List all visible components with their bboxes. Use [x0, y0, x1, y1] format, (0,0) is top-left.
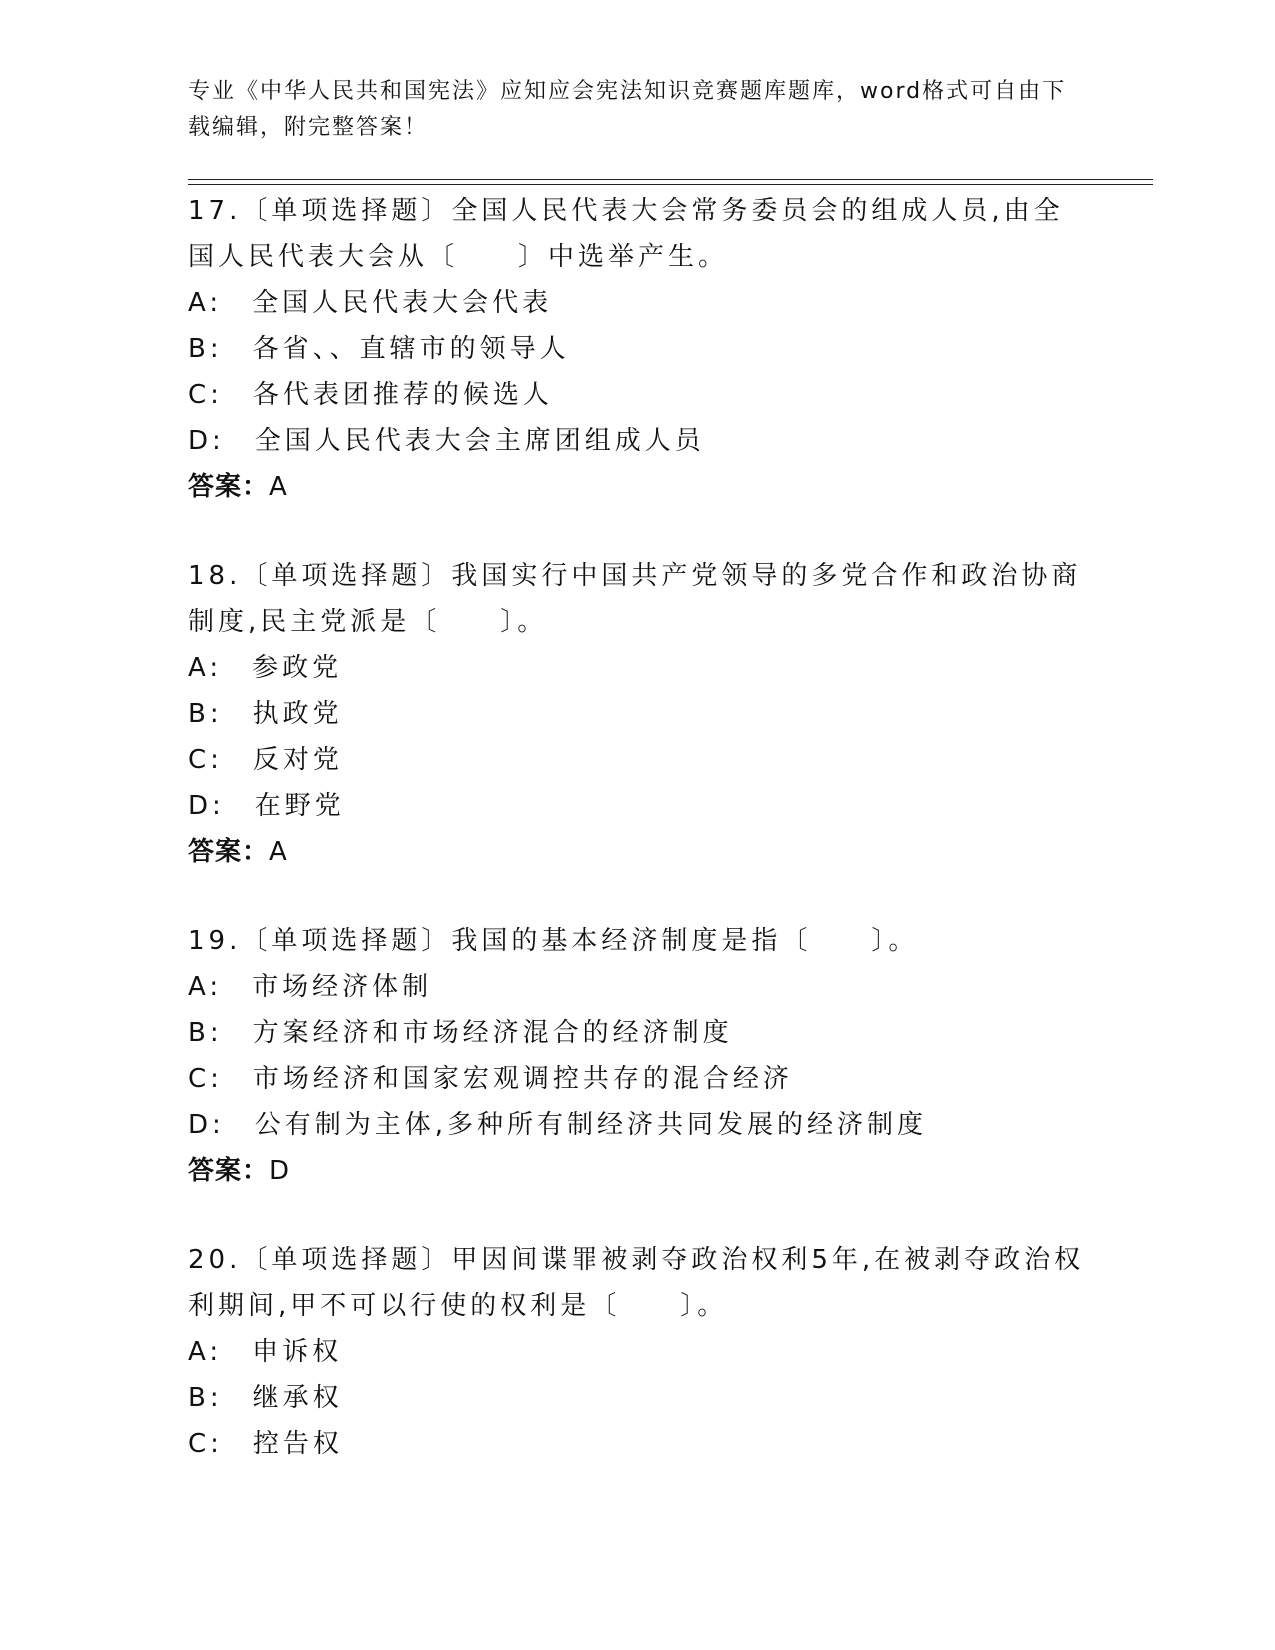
answer-value: D: [269, 1156, 291, 1186]
option-a: A: 申诉权: [188, 1337, 343, 1367]
option-b: B: 继承权: [188, 1383, 343, 1413]
option-c: C: 各代表团推荐的候选人: [188, 380, 553, 410]
header-note: 专业《中华人民共和国宪法》应知应会宪法知识竞赛题库题库，word格式可自由下载编辑，附完整答案！: [188, 79, 1067, 140]
answer-label: 答案：: [188, 472, 270, 502]
answer-label: 答案：: [188, 1156, 270, 1186]
option-c: C: 控告权: [188, 1429, 343, 1459]
option-a: A: 参政党: [188, 653, 343, 683]
option-b: B: 各省、、直辖市的领导人: [188, 334, 570, 364]
header-divider-top: [188, 179, 1153, 180]
answer-line: [188, 1148, 1088, 1194]
question-17: [188, 188, 1088, 510]
question-stem: 20.〔单项选择题〕甲因间谍罪被剥夺政治权利5年,在被剥夺政治权利期间,甲不可以行使的权利是〔 〕。: [188, 1245, 1085, 1321]
option-a: A: 市场经济体制: [188, 972, 433, 1002]
question-stem: 19.〔单项选择题〕我国的基本经济制度是指〔 〕。: [188, 926, 919, 956]
option-d: D: 全国人民代表大会主席团组成人员: [188, 426, 705, 456]
option-b: B: 方案经济和市场经济混合的经济制度: [188, 1018, 733, 1048]
header-divider-bottom: [188, 184, 1153, 185]
option-d: D: 公有制为主体,多种所有制经济共同发展的经济制度: [188, 1110, 928, 1140]
answer-label: 答案：: [188, 837, 270, 867]
answer-line: [188, 464, 1088, 510]
option-c: C: 反对党: [188, 745, 343, 775]
question-20: [188, 1237, 1088, 1467]
option-a: A: 全国人民代表大会代表: [188, 288, 553, 318]
question-19: [188, 918, 1088, 1194]
question-stem: 18.〔单项选择题〕我国实行中国共产党领导的多党合作和政治协商制度,民主党派是〔 〕。: [188, 561, 1082, 637]
question-stem: 17.〔单项选择题〕全国人民代表大会常务委员会的组成人员,由全国人民代表大会从〔 〕中选举产生。: [188, 196, 1064, 272]
option-d: D: 在野党: [188, 791, 345, 821]
answer-value: A: [269, 837, 288, 867]
question-18: [188, 553, 1088, 875]
answer-value: A: [269, 472, 288, 502]
option-b: B: 执政党: [188, 699, 343, 729]
option-c: C: 市场经济和国家宏观调控共存的混合经济: [188, 1064, 793, 1094]
answer-line: [188, 829, 1088, 875]
